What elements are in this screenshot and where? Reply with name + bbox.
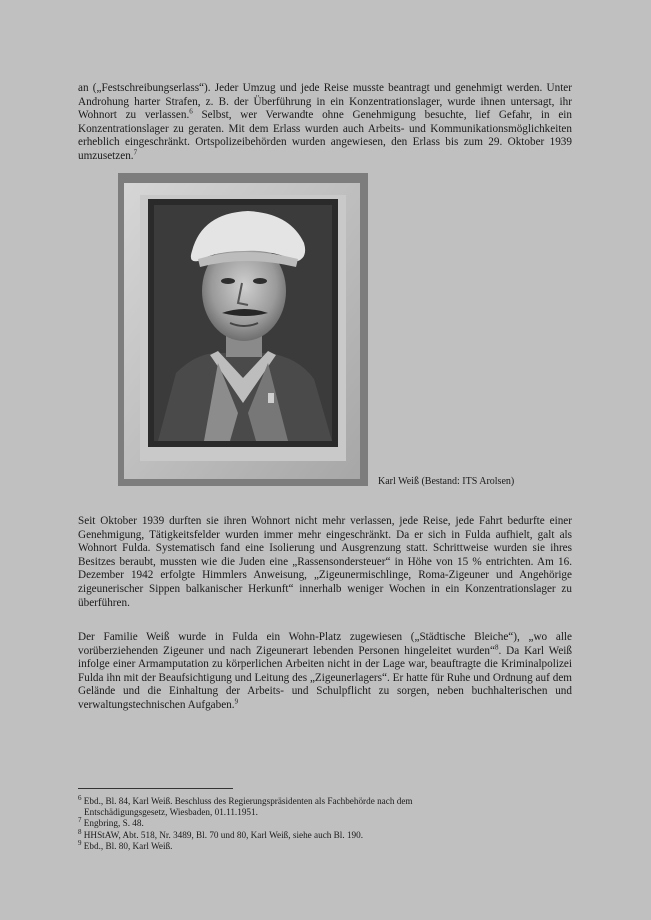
footnote-number: 9 [78,838,82,847]
footnote-text: HHStAW, Abt. 518, Nr. 3489, Bl. 70 und 80, Karl Weiß, siehe auch Bl. 190. [83,829,364,840]
footnote-mark[interactable]: 8 [494,642,499,651]
footnote-number: 8 [78,827,82,836]
footnote-mark[interactable]: 9 [234,697,239,706]
footnote-divider [78,788,233,789]
footnote-text: Ebd., Bl. 84, Karl Weiß. Beschluss des Regierungspräsidenten als Fachbehörde nach dem [83,796,413,806]
footnote-7 [78,818,572,829]
footnote-mark[interactable]: 6 [189,107,193,116]
portrait-photo [118,173,368,486]
photo-caption: Karl Weiß (Bestand: ITS Arolsen) [378,476,515,487]
footnote-text-continued: Entschädigungsgesetz, Wiesbaden, 01.11.1951. [84,807,258,818]
portrait-image [118,173,368,486]
footnote-number: 7 [78,816,82,825]
footnote-number: 6 [78,793,82,802]
body-paragraph-3 [78,631,572,713]
paragraph-text: Selbst, wer Verwandte ohne Genehmigung besuchte, lief Gefahr, in ein Konzentrationslager zu geraten. Mit dem Erlass wurden auch Arbeits- und Kommunikationsmöglichkeiten erheblich eingeschränkt. Ortspolizeibehörden wurden angewiesen, den Erlass bis zum 29. Oktober 1939 umzusetzen. [78,109,572,162]
body-paragraph-1 [78,82,572,164]
paragraph-text: an („Festschreibungserlass“). Jeder Umzug und jede Reise musste beantragt und genehmigt werden. Unter Androhung harter Strafen, z. B. der Überführung in ein Konzentrationslager, wurde ihnen untersagt, ihr Wohnort zu verlassen. [78,82,572,122]
footnote-list [78,793,572,852]
footnote-6 [78,793,572,818]
footnote-text: Ebd., Bl. 80, Karl Weiß. [83,840,173,851]
footnote-mark[interactable]: 7 [133,148,138,157]
paragraph-text: Der Familie Weiß wurde in Fulda ein Wohn-Platz zugewiesen („Städtische Bleiche“), „wo alle vorüberziehenden Zigeuner und nach Zigeunerart lebenden Personen hingeleitet wurden“ [78,631,572,657]
body-paragraph-2: Seit Oktober 1939 durften sie ihren Wohnort nicht mehr verlassen, jede Reise, jede Fahrt bedurfte einer Genehmigung, Tätigkeitsfelder wurden immer mehr eingeschränkt. Da er sich in Fulda aufhielt, galt als Wohnort Fulda. Systematisch fand eine Isolierung und Ausgrenzung statt. Schrittweise wurden sie ihres Besitzes beraubt, mussten wie die Juden eine „Rassensondersteuer“ in Höhe von 15 % entrichten. Am 16. Dezember 1942 erfolgte Himmlers Anweisung, „Zigeunermischlinge, Roma-Zigeuner und Angehörige zigeunerischer Sippen balkanischer Herkunft“ innerhalb weniger Wochen in ein Konzentrationslager zu überführen. [78,515,572,609]
footnote-text: Engbring, S. 48. [83,818,144,829]
footnote-9 [78,838,572,852]
footnote-8 [78,827,572,841]
paragraph-text: . Da Karl Weiß infolge einer Armamputation zu körperlichen Arbeiten nicht in der Lage war, beauftragte die Kriminalpolizei Fulda ihn mit der Beaufsichtigung und Leitung des „Zigeunerlagers“. Er hatte für Ruhe und Ordnung auf dem Gelände und die Einhaltung der Arbeits- und Schulpflicht zu sorgen, neben buchhalterischen und verwaltungstechnischen Aufgaben. [78,644,572,711]
